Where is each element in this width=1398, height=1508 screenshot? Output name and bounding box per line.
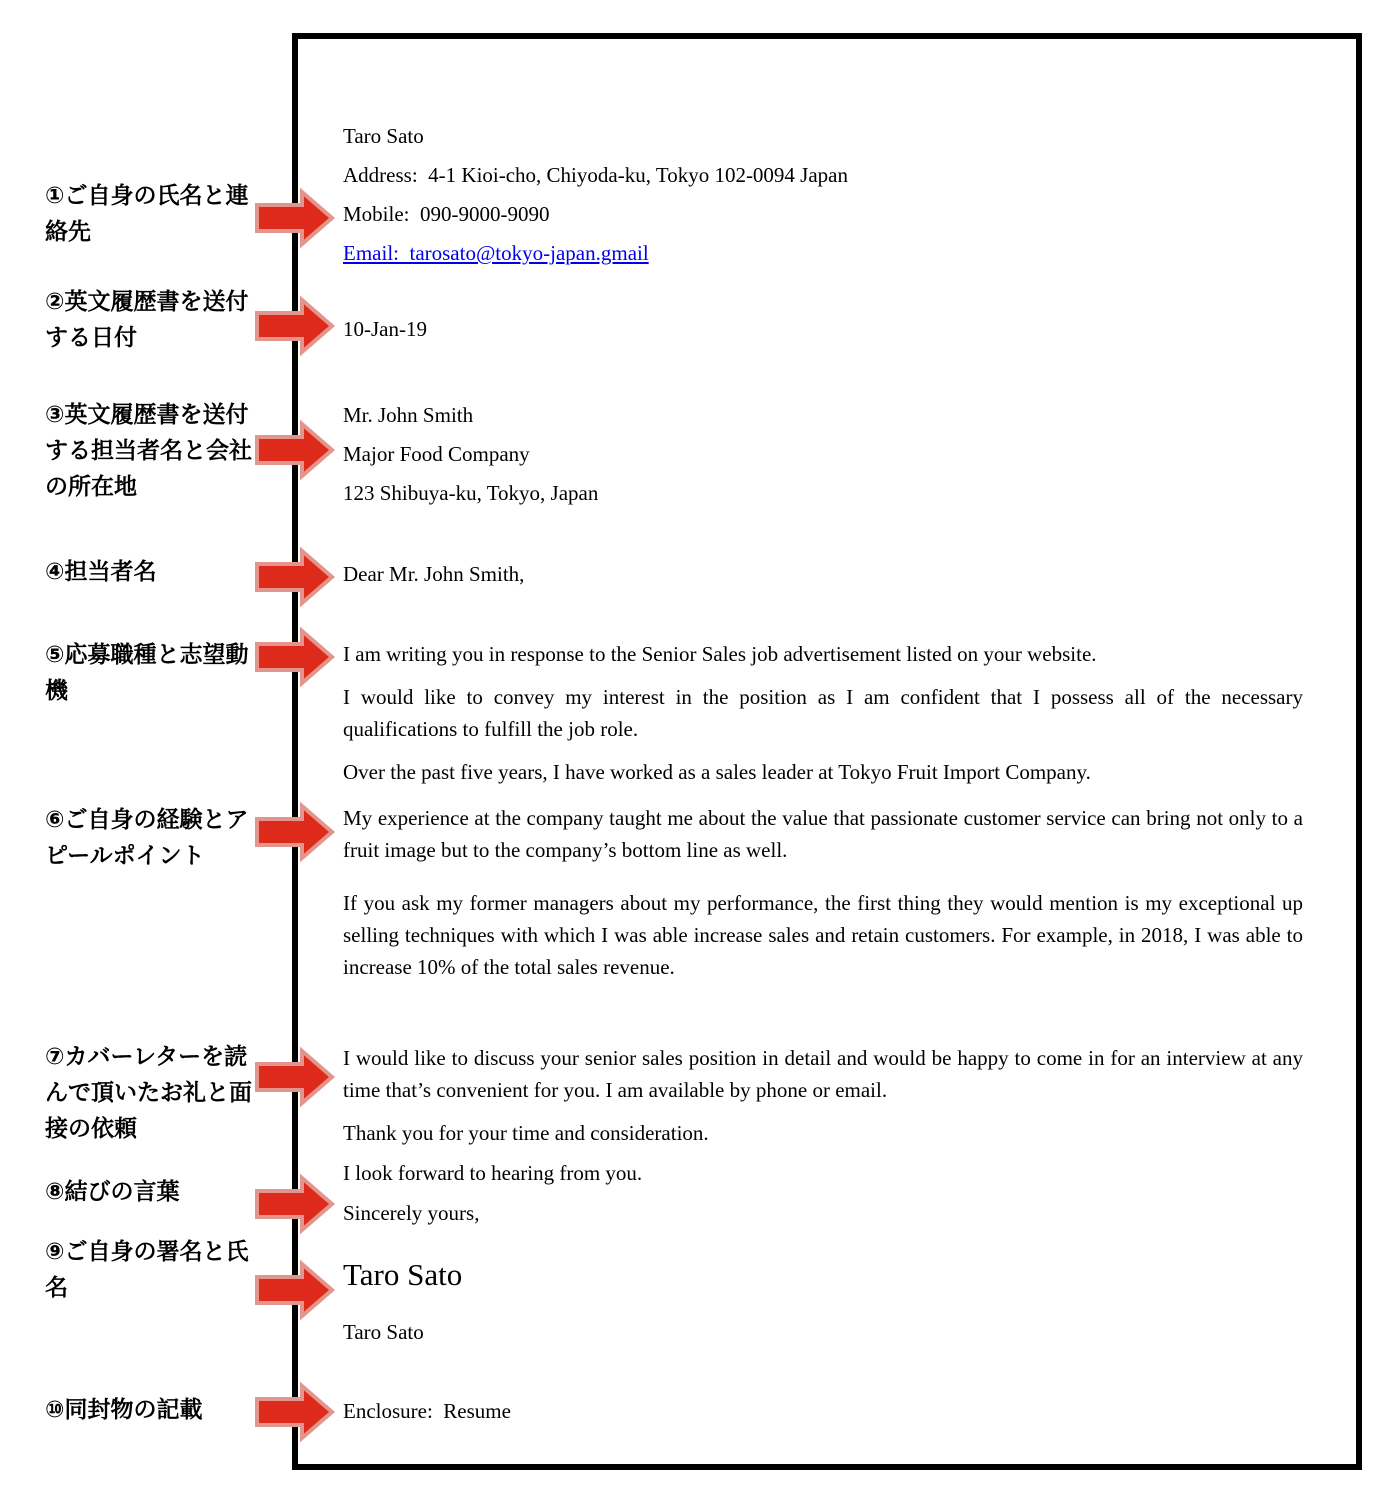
- body-paragraph: If you ask my former managers about my performance, the first thing they would mention is my exceptional up selling techniques with which I was able increase sales and retain customers. For example, in 2018, I was able to increase 10% of the total sales revenue.: [343, 891, 1303, 979]
- annotation-label-8: ⑧結びの言葉: [45, 1179, 180, 1205]
- arrow-icon-9: [254, 1260, 336, 1320]
- recipient-block: [343, 396, 1303, 513]
- body-paragraph: I look forward to hearing from you.: [343, 1161, 643, 1185]
- arrow-icon-8: [254, 1174, 336, 1234]
- letter-date: 10-Jan-19: [343, 317, 427, 341]
- arrow-icon-1: [254, 188, 336, 248]
- sender-block: [343, 117, 1303, 273]
- sender-email-link[interactable]: Email: tarosato@tokyo-japan.gmail: [343, 241, 649, 265]
- arrow-icon-10: [254, 1382, 336, 1442]
- sender-name: Taro Sato: [343, 124, 424, 148]
- recipient-address: 123 Shibuya-ku, Tokyo, Japan: [343, 481, 599, 505]
- annotation-label-4: ④担当者名: [45, 559, 157, 585]
- recipient-company: Major Food Company: [343, 442, 530, 466]
- sender-address: Address: 4-1 Kioi-cho, Chiyoda-ku, Tokyo 102-0094 Japan: [343, 163, 848, 187]
- annotation-label-9: ⑨ご自身の署名と氏名: [45, 1239, 249, 1301]
- arrow-icon-2: [254, 296, 336, 356]
- letter-content: [343, 117, 1303, 1427]
- signature-script: Taro Sato: [343, 1257, 463, 1292]
- annotation-label-2: ②英文履歴書を送付する日付: [45, 289, 249, 351]
- body-paragraph: Thank you for your time and consideration.: [343, 1121, 709, 1145]
- annotation-label-3: ③英文履歴書を送付する担当者名と会社の所在地: [45, 402, 252, 500]
- annotation-label-6: ⑥ご自身の経験とアピールポイント: [45, 807, 249, 869]
- arrow-icon-6: [254, 802, 336, 862]
- annotation-label-5: ⑤応募職種と志望動機: [45, 642, 249, 704]
- signature-typed-name: Taro Sato: [343, 1320, 424, 1344]
- body-paragraph: I am writing you in response to the Senior Sales job advertisement listed on your website.: [343, 642, 1097, 666]
- arrow-icon-5: [254, 627, 336, 687]
- body-paragraph: My experience at the company taught me about the value that passionate customer service can bring not only to a fruit image but to the company’s bottom line as well.: [343, 806, 1303, 862]
- body-paragraph: I would like to discuss your senior sales position in detail and would be happy to come in for an interview at any time that’s convenient for you. I am available by phone or email.: [343, 1046, 1303, 1102]
- enclosure-line: Enclosure: Resume: [343, 1399, 511, 1423]
- arrow-icon-4: [254, 547, 336, 607]
- annotation-label-1: ①ご自身の氏名と連絡先: [45, 183, 249, 245]
- letter-document: [292, 33, 1362, 1470]
- body-paragraph: I would like to convey my interest in the position as I am confident that I possess all of the necessary qualifications to fulfill the job role.: [343, 685, 1303, 741]
- salutation: Dear Mr. John Smith,: [343, 562, 525, 586]
- body-paragraph: Over the past five years, I have worked as a sales leader at Tokyo Fruit Import Company.: [343, 760, 1091, 784]
- sender-mobile: Mobile: 090-9000-9090: [343, 202, 550, 226]
- annotation-label-7: ⑦カバーレターを読んで頂いたお礼と面接の依頼: [45, 1044, 252, 1142]
- annotation-label-10: ⑩同封物の記載: [45, 1397, 203, 1423]
- arrow-icon-7: [254, 1047, 336, 1107]
- arrow-icon-3: [254, 420, 336, 480]
- recipient-name: Mr. John Smith: [343, 403, 474, 427]
- closing-phrase: Sincerely yours,: [343, 1201, 480, 1225]
